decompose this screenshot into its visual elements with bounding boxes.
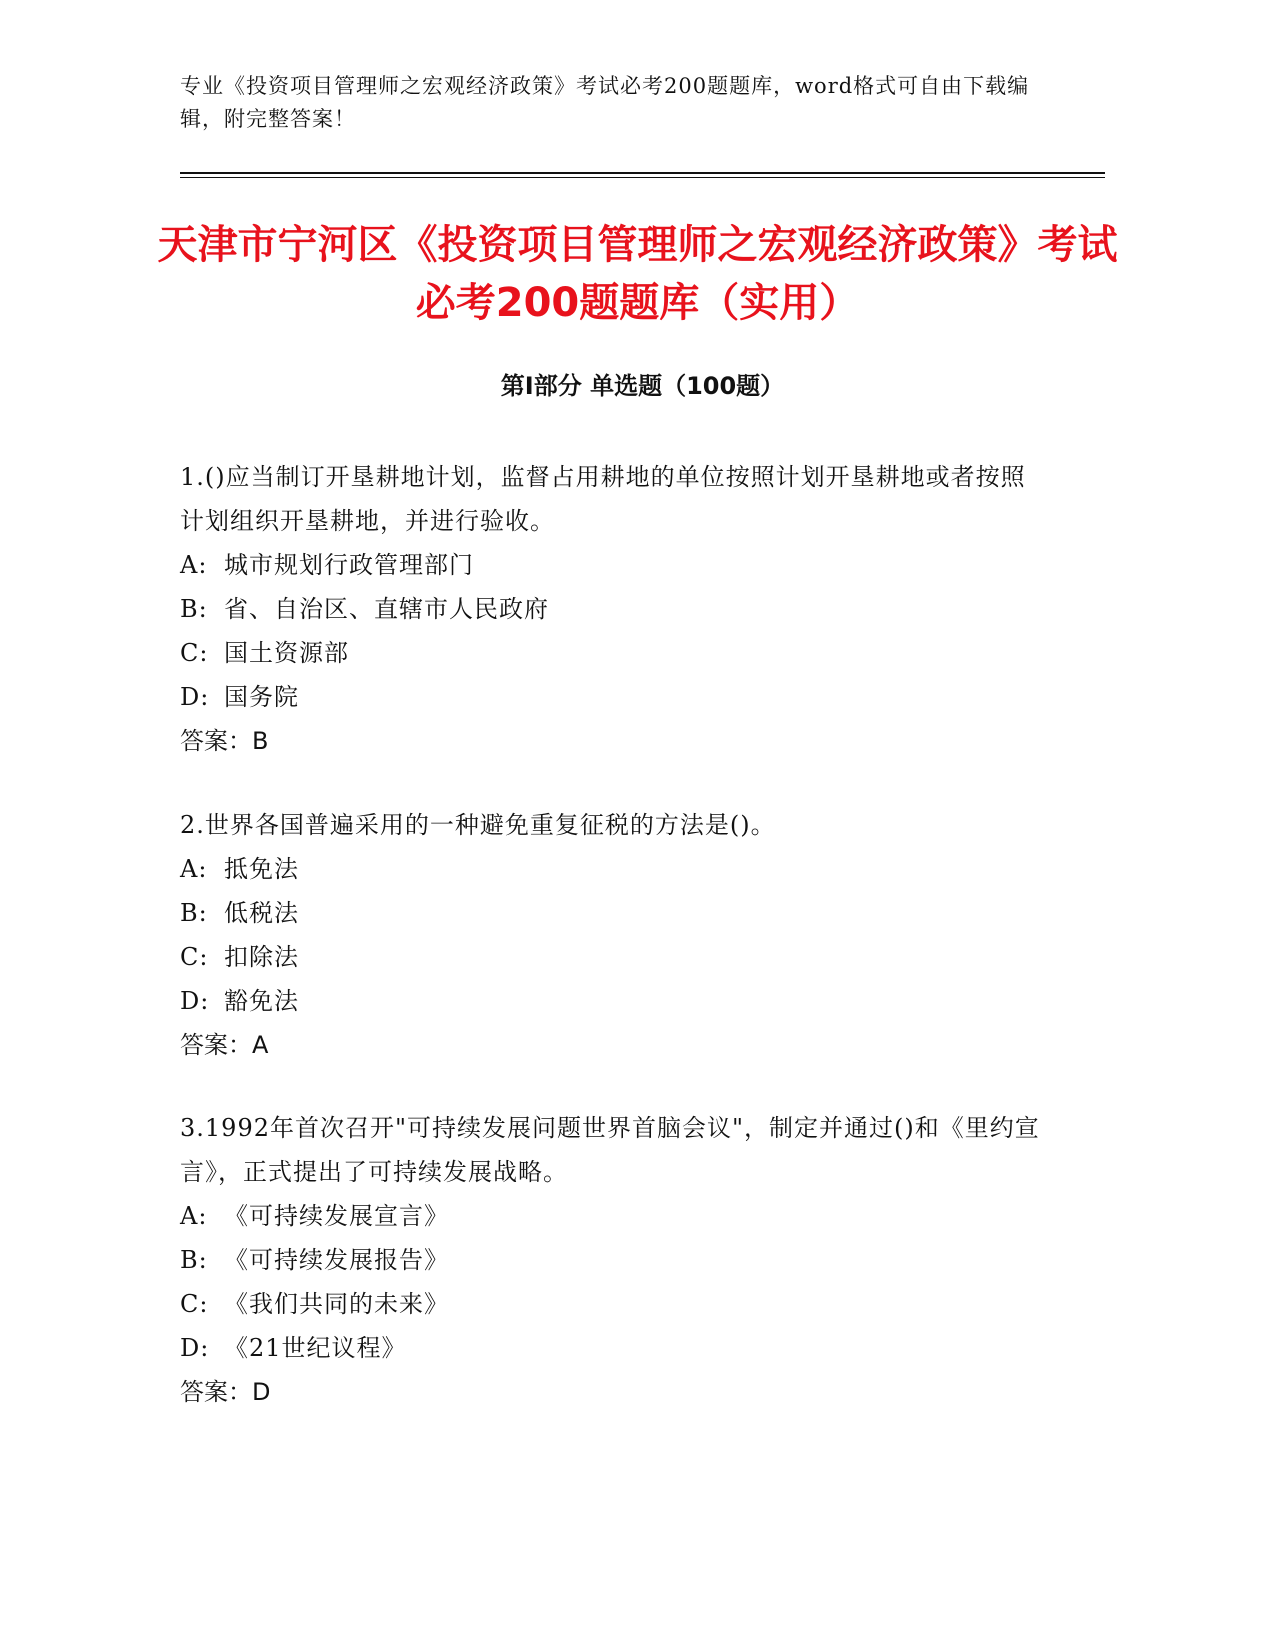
question-option-b [180, 1238, 1040, 1282]
question-option-d [180, 1326, 1040, 1370]
option-key: A: [180, 551, 208, 579]
header-rule-thin [180, 177, 1105, 178]
option-text: 《我们共同的未来》 [224, 1290, 449, 1318]
option-key: A: [180, 855, 208, 883]
option-key: D: [180, 1334, 210, 1362]
question-answer: 答案：A [180, 1031, 269, 1059]
question-stem: 2.世界各国普遍采用的一种避免重复征税的方法是()。 [180, 811, 776, 839]
option-text: 抵免法 [224, 855, 299, 883]
question-1 [180, 455, 1040, 763]
option-key: D: [180, 683, 210, 711]
question-answer: 答案：B [180, 727, 269, 755]
question-option-c [180, 935, 1040, 979]
question-3 [180, 1106, 1040, 1414]
option-text: 低税法 [224, 899, 299, 927]
question-answer: 答案：D [180, 1378, 271, 1406]
option-text: 《可持续发展宣言》 [224, 1202, 449, 1230]
question-option-a [180, 1194, 1040, 1238]
question-stem: 3.1992年首次召开"可持续发展问题世界首脑会议"，制定并通过()和《里约宣言》，正式提出了可持续发展战略。 [180, 1114, 1040, 1186]
option-text: 省、自治区、直辖市人民政府 [224, 595, 549, 623]
section-title: 第Ⅰ部分 单选题（100题） [500, 372, 785, 400]
option-key: C: [180, 639, 209, 667]
option-text: 《可持续发展报告》 [224, 1246, 449, 1274]
question-2 [180, 803, 1040, 1067]
header-note: 专业《投资项目管理师之宏观经济政策》考试必考200题题库，word格式可自由下载编辑，附完整答案！ [180, 74, 1030, 131]
option-key: D: [180, 987, 210, 1015]
option-key: B: [180, 1246, 208, 1274]
question-option-b [180, 891, 1040, 935]
option-key: B: [180, 899, 208, 927]
option-text: 国土资源部 [224, 639, 349, 667]
question-option-b [180, 587, 1040, 631]
option-key: A: [180, 1202, 208, 1230]
option-text: 豁免法 [224, 987, 299, 1015]
question-stem: 1.()应当制订开垦耕地计划，监督占用耕地的单位按照计划开垦耕地或者按照计划组织开垦耕地，并进行验收。 [180, 463, 1026, 535]
option-key: C: [180, 943, 209, 971]
question-option-a [180, 847, 1040, 891]
document-title: 天津市宁河区《投资项目管理师之宏观经济政策》考试必考200题题库（实用） [157, 222, 1118, 326]
option-text: 城市规划行政管理部门 [224, 551, 474, 579]
option-key: C: [180, 1290, 209, 1318]
option-text: 国务院 [224, 683, 299, 711]
option-text: 《21世纪议程》 [224, 1334, 407, 1362]
option-key: B: [180, 595, 208, 623]
option-text: 扣除法 [224, 943, 299, 971]
question-option-d [180, 675, 1040, 719]
question-option-a [180, 543, 1040, 587]
question-option-c [180, 631, 1040, 675]
header-rule-thick [180, 172, 1105, 174]
question-option-d [180, 979, 1040, 1023]
question-option-c [180, 1282, 1040, 1326]
